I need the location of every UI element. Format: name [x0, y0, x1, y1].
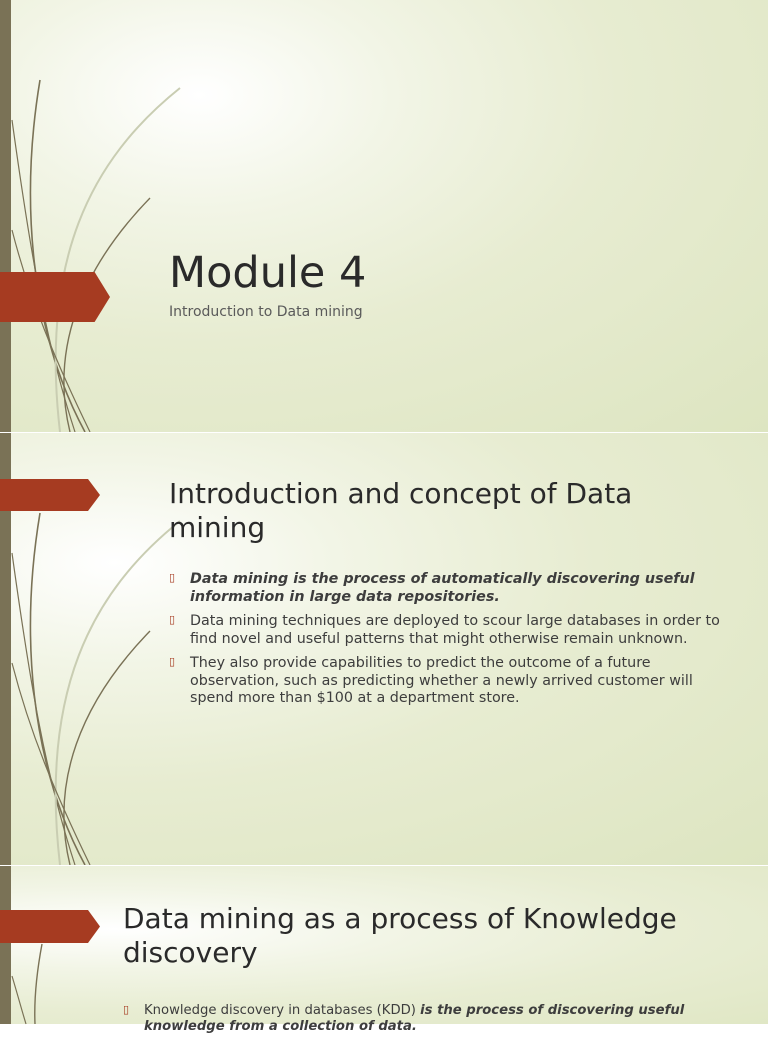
accent-arrow: [0, 479, 100, 511]
slide-3: [0, 866, 768, 1034]
bullet-text: Knowledge discovery in databases (KDD): [144, 1003, 421, 1018]
accent-arrow: [0, 272, 110, 322]
slide-title: Data mining as a process of Knowledge discovery: [123, 902, 677, 970]
bullet-icon: ▯: [123, 1003, 130, 1016]
bullet-text: They also provide capabilities to predict the outcome of a future observation, such as predicting whether a newly arrived customer will spend more than $100 at a department store.: [190, 655, 693, 706]
bullet-text-emphasis: is the process of discovering useful knowledge from a collection of data.: [144, 1003, 685, 1034]
slide-1: [0, 0, 768, 432]
decorative-curves: [0, 0, 200, 432]
slide-2: [0, 433, 768, 865]
slide-title: Introduction and concept of Data mining: [169, 477, 633, 545]
list-item: [123, 1003, 723, 1035]
slide-subtitle: Introduction to Data mining: [169, 304, 363, 320]
list-item: [169, 655, 729, 708]
bullet-text: Data mining techniques are deployed to scour large databases in order to find novel and useful patterns that might otherwise remain unknown.: [190, 613, 720, 647]
list-item: [169, 571, 729, 606]
bullet-list: [123, 1003, 723, 1042]
list-item: [169, 613, 729, 648]
bullet-icon: ▯: [169, 655, 176, 668]
slide-title: Module 4: [169, 248, 367, 298]
bullet-text-emphasis: Data mining is the process of automatically discovering useful information in large data repositories.: [190, 571, 695, 605]
accent-arrow: [0, 910, 100, 943]
bullet-icon: ▯: [169, 571, 176, 584]
bullet-icon: ▯: [169, 613, 176, 626]
bullet-list: [169, 571, 729, 715]
